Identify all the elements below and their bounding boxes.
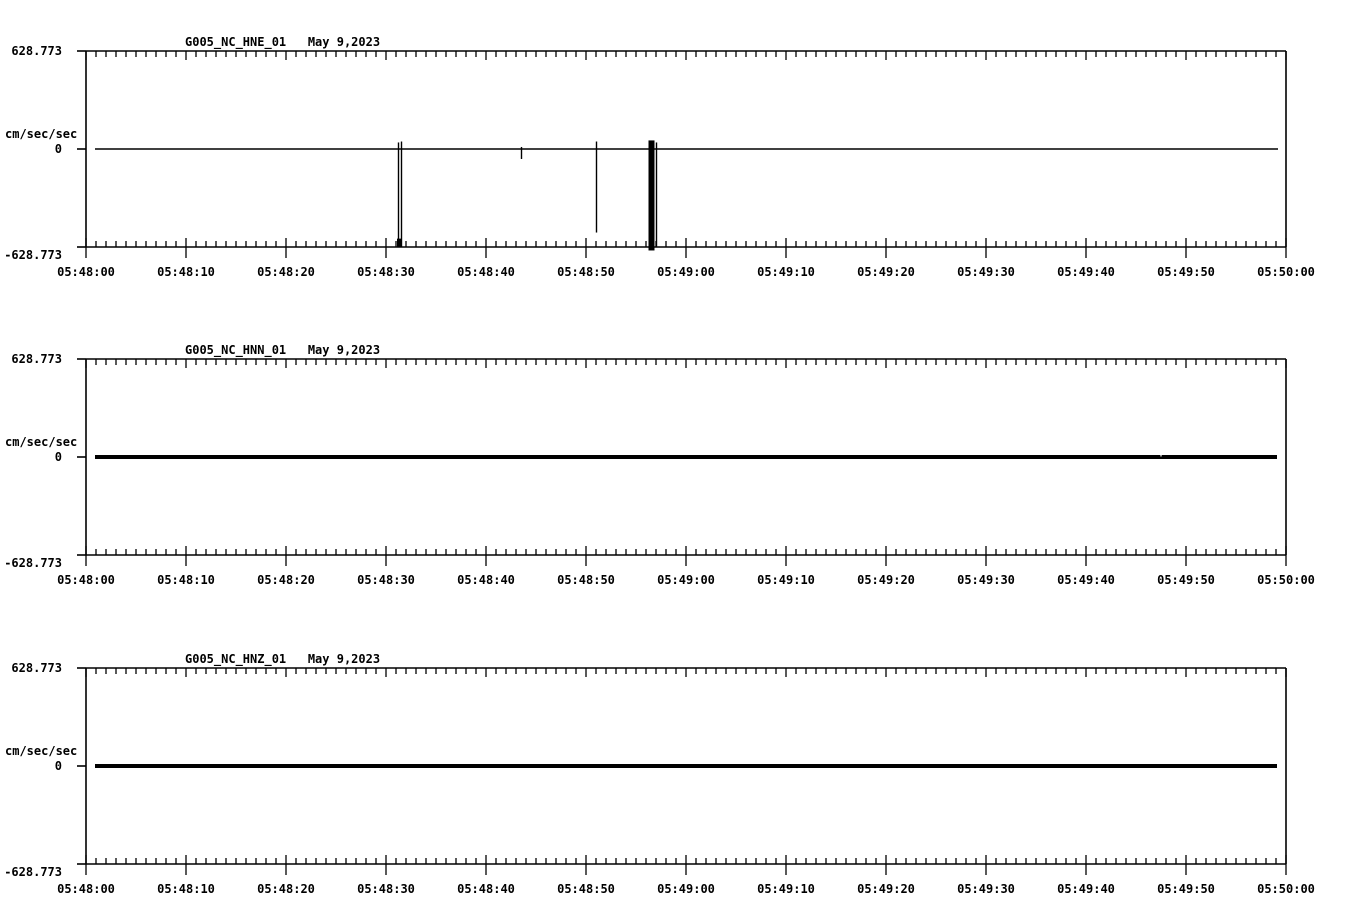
y-units-label: cm/sec/sec [5, 435, 78, 449]
seismogram-g005_nc_hnn_01 [77, 359, 1286, 566]
x-tick-label: 05:49:30 [957, 882, 1015, 896]
x-tick-label: 05:49:20 [857, 882, 915, 896]
x-tick-label: 05:48:30 [357, 573, 415, 587]
y-min-label: -628.773 [4, 556, 62, 570]
x-tick-label: 05:48:10 [157, 573, 215, 587]
x-tick-label: 05:50:00 [1257, 882, 1315, 896]
x-tick-label: 05:48:10 [157, 265, 215, 279]
x-tick-label: 05:49:30 [957, 265, 1015, 279]
x-tick-label: 05:49:40 [1057, 882, 1115, 896]
x-tick-label: 05:48:40 [457, 882, 515, 896]
x-tick-label: 05:49:20 [857, 265, 915, 279]
x-tick-label: 05:49:10 [757, 573, 815, 587]
y-units-label: cm/sec/sec [5, 744, 78, 758]
x-tick-label: 05:48:30 [357, 882, 415, 896]
x-tick-label: 05:48:20 [257, 882, 315, 896]
x-tick-label: 05:48:10 [157, 882, 215, 896]
x-tick-label: 05:48:40 [457, 265, 515, 279]
y-max-label: 628.773 [11, 661, 62, 675]
x-tick-label: 05:50:00 [1257, 265, 1315, 279]
x-tick-label: 05:48:50 [557, 573, 615, 587]
x-tick-label: 05:49:00 [657, 265, 715, 279]
x-tick-label: 05:49:00 [657, 882, 715, 896]
x-tick-label: 05:48:40 [457, 573, 515, 587]
x-tick-label: 05:48:20 [257, 265, 315, 279]
x-tick-label: 05:50:00 [1257, 573, 1315, 587]
spike-band [649, 140, 655, 250]
x-tick-label: 05:49:20 [857, 573, 915, 587]
x-tick-label: 05:49:40 [1057, 573, 1115, 587]
y-zero-label: 0 [54, 142, 62, 156]
y-zero-label: 0 [54, 759, 62, 773]
x-tick-label: 05:49:50 [1157, 265, 1215, 279]
y-max-label: 628.773 [11, 44, 62, 58]
x-tick-label: 05:49:10 [757, 265, 815, 279]
x-tick-label: 05:48:50 [557, 882, 615, 896]
x-tick-label: 05:48:00 [57, 882, 115, 896]
y-zero-label: 0 [54, 450, 62, 464]
station-title: G005_NC_HNE_01 May 9,2023 [185, 35, 381, 49]
x-tick-label: 05:49:50 [1157, 573, 1215, 587]
seismogram-g005_nc_hne_01 [77, 51, 1286, 258]
x-tick-label: 05:48:30 [357, 265, 415, 279]
station-title: G005_NC_HNN_01 May 9,2023 [185, 343, 381, 357]
y-min-label: -628.773 [4, 248, 62, 262]
y-max-label: 628.773 [11, 352, 62, 366]
y-min-label: -628.773 [4, 865, 62, 879]
x-tick-label: 05:49:10 [757, 882, 815, 896]
x-tick-label: 05:48:00 [57, 265, 115, 279]
x-tick-label: 05:49:50 [1157, 882, 1215, 896]
y-units-label: cm/sec/sec [5, 127, 78, 141]
station-title: G005_NC_HNZ_01 May 9,2023 [185, 652, 381, 666]
x-tick-label: 05:49:40 [1057, 265, 1115, 279]
seismogram-g005_nc_hnz_01 [77, 668, 1286, 875]
x-tick-label: 05:48:50 [557, 265, 615, 279]
x-tick-label: 05:49:00 [657, 573, 715, 587]
x-tick-label: 05:49:30 [957, 573, 1015, 587]
x-tick-label: 05:48:00 [57, 573, 115, 587]
x-tick-label: 05:48:20 [257, 573, 315, 587]
trace-gap [1160, 455, 1161, 457]
